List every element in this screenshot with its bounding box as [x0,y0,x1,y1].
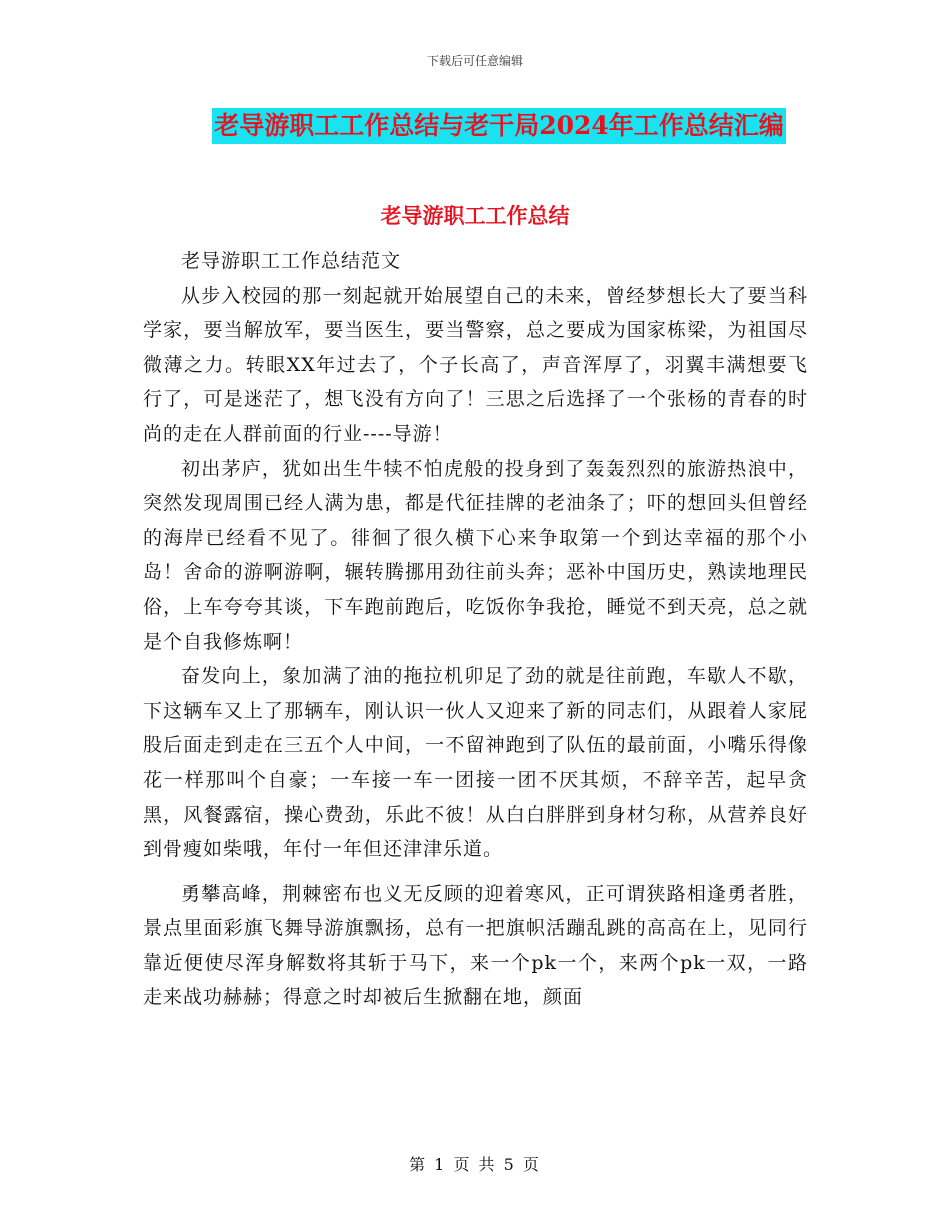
page-footer: 第 1 页 共 5 页 [409,1155,541,1174]
header-note: 下载后可任意编辑 [426,54,523,68]
paragraph: 初出茅庐，犹如出生牛犊不怕虎般的投身到了轰轰烈烈的旅游热浪中，突然发现周围已经人满为患，都是代征挂牌的老油条了；吓的想回头但曾经的海岸已经看不见了。徘徊了很久横下心来争取第一个到达幸福的那个小岛！舍命的游啊游啊，辗转腾挪用劲往前头奔；恶补中国历史，熟读地理民俗，上车夸夸其谈，下车跑前跑后，吃饭你争我抢，睡觉不到天亮，总之就是个自我修炼啊！ [143,457,808,653]
section-title: 老导游职工工作总结 [380,203,570,228]
paragraph: 勇攀高峰，荆棘密布也义无反顾的迎着寒风，正可谓狭路相逢勇者胜，景点里面彩旗飞舞导游旗飘扬，总有一把旗帜活蹦乱跳的高高在上，见同行靠近便使尽浑身解数将其斩于马下，来一个pk一个，来两个pk一双，一路走来战功赫赫；得意之时却被后生掀翻在地，颜面 [143,882,808,1009]
document-title-container [0,108,950,144]
paragraph: 从步入校园的那一刻起就开始展望自己的未来，曾经梦想长大了要当科学家，要当解放军，要当医生，要当警察，总之要成为国家栋梁，为祖国尽微薄之力。转眼XX年过去了，个子长高了，声音浑厚了，羽翼丰满想要飞行了，可是迷茫了，想飞没有方向了！三思之后选择了一个张杨的青春的时尚的走在人群前面的行业----导游！ [143,284,808,445]
document-body [143,244,808,1015]
paragraph: 奋发向上，象加满了油的拖拉机卯足了劲的就是往前跑，车歇人不歇，下这辆车又上了那辆车，刚认识一伙人又迎来了新的同志们，从跟着人家屁股后面走到走在三五个人中间，一不留神跑到了队伍的最前面，小嘴乐得像花一样那叫个自豪；一车接一车一团接一团不厌其烦，不辞辛苦，起早贪黑，风餐露宿，操心费劲，乐此不彼！从白白胖胖到身材匀称，从营养良好到骨瘦如柴哦，年付一年但还津津乐道。 [143,665,808,861]
document-title: 老导游职工工作总结与老干局2024年工作总结汇编 [212,108,786,144]
paragraph-subtitle: 老导游职工工作总结范文 [181,250,402,272]
